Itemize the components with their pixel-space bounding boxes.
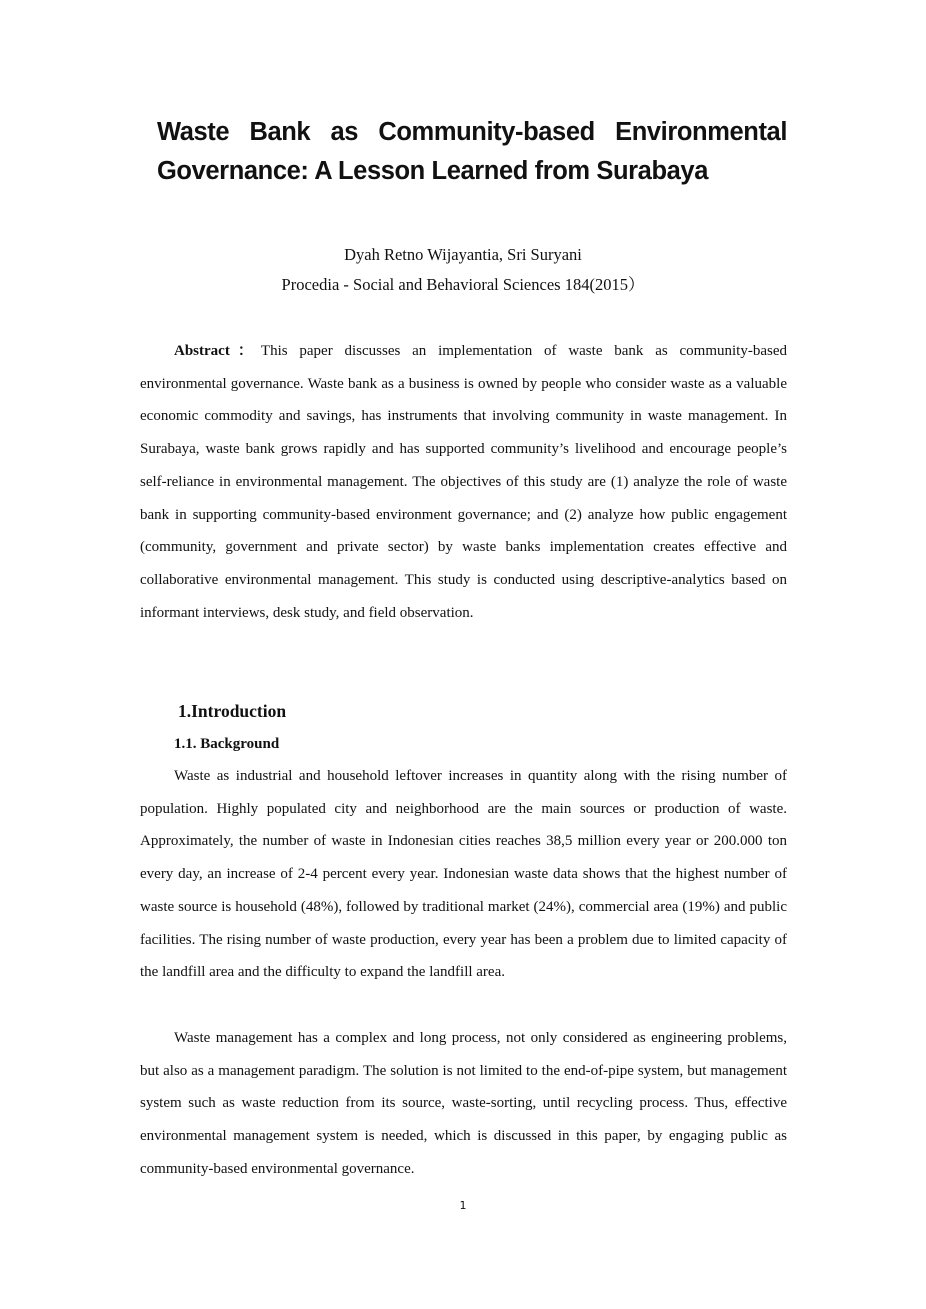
section-heading-introduction: 1.Introduction (178, 701, 287, 721)
subsection-heading-background: 1.1. Background (174, 736, 280, 752)
paper-authors: Dyah Retno Wijayantia, Sri Suryani (344, 245, 582, 264)
page-number: 1 (459, 1199, 467, 1212)
body-paragraph: Waste management has a complex and long process, not only considered as engineering problems, but also as a management paradigm. The solution is not limited to the end-of-pipe system, but management system such as waste reduction from its source, waste-sorting, until recycling process. Thus, effective environmental management system is needed, which is discussed in this paper, by engaging public as community-based environmental governance. (140, 1030, 787, 1177)
abstract-text: This paper discusses an implementation of waste bank as community-based environmental governance. Waste bank as a business is owned by people who consider waste as a valuable economic commodity and savings, has instruments that involving community in waste management. In Surabaya, waste bank grows rapidly and has supported community’s livelihood and encourage people’s self-reliance in environmental management. The objectives of this study are (1) analyze the role of waste bank in supporting community-based environment governance; and (2) analyze how public engagement (community, government and private sector) by waste banks implementation creates effective and collaborative environmental management. This study is conducted using descriptive-analytics based on informant interviews, desk study, and field observation. (140, 343, 787, 621)
body-paragraph: Waste as industrial and household leftover increases in quantity along with the rising number of population. Highly populated city and neighborhood are the main sources or production of waste. Approximately, the number of waste in Indonesian cities reaches 38,5 million every year or 200.000 ton every day, an increase of 2-4 percent every year. Indonesian waste data shows that the highest number of waste source is household (48%), followed by traditional market (24%), commercial area (19%) and public facilities. The rising number of waste production, every year has been a problem due to limited capacity of the landfill area and the difficulty to expand the landfill area. (140, 768, 787, 981)
journal-citation: Procedia - Social and Behavioral Sciences 184(2015） (281, 275, 645, 294)
abstract-label: Abstract： (174, 343, 261, 359)
paper-title: Waste Bank as Community-based Environmental Governance: A Lesson Learned from Surabaya (157, 118, 787, 185)
abstract-paragraph (140, 335, 787, 629)
